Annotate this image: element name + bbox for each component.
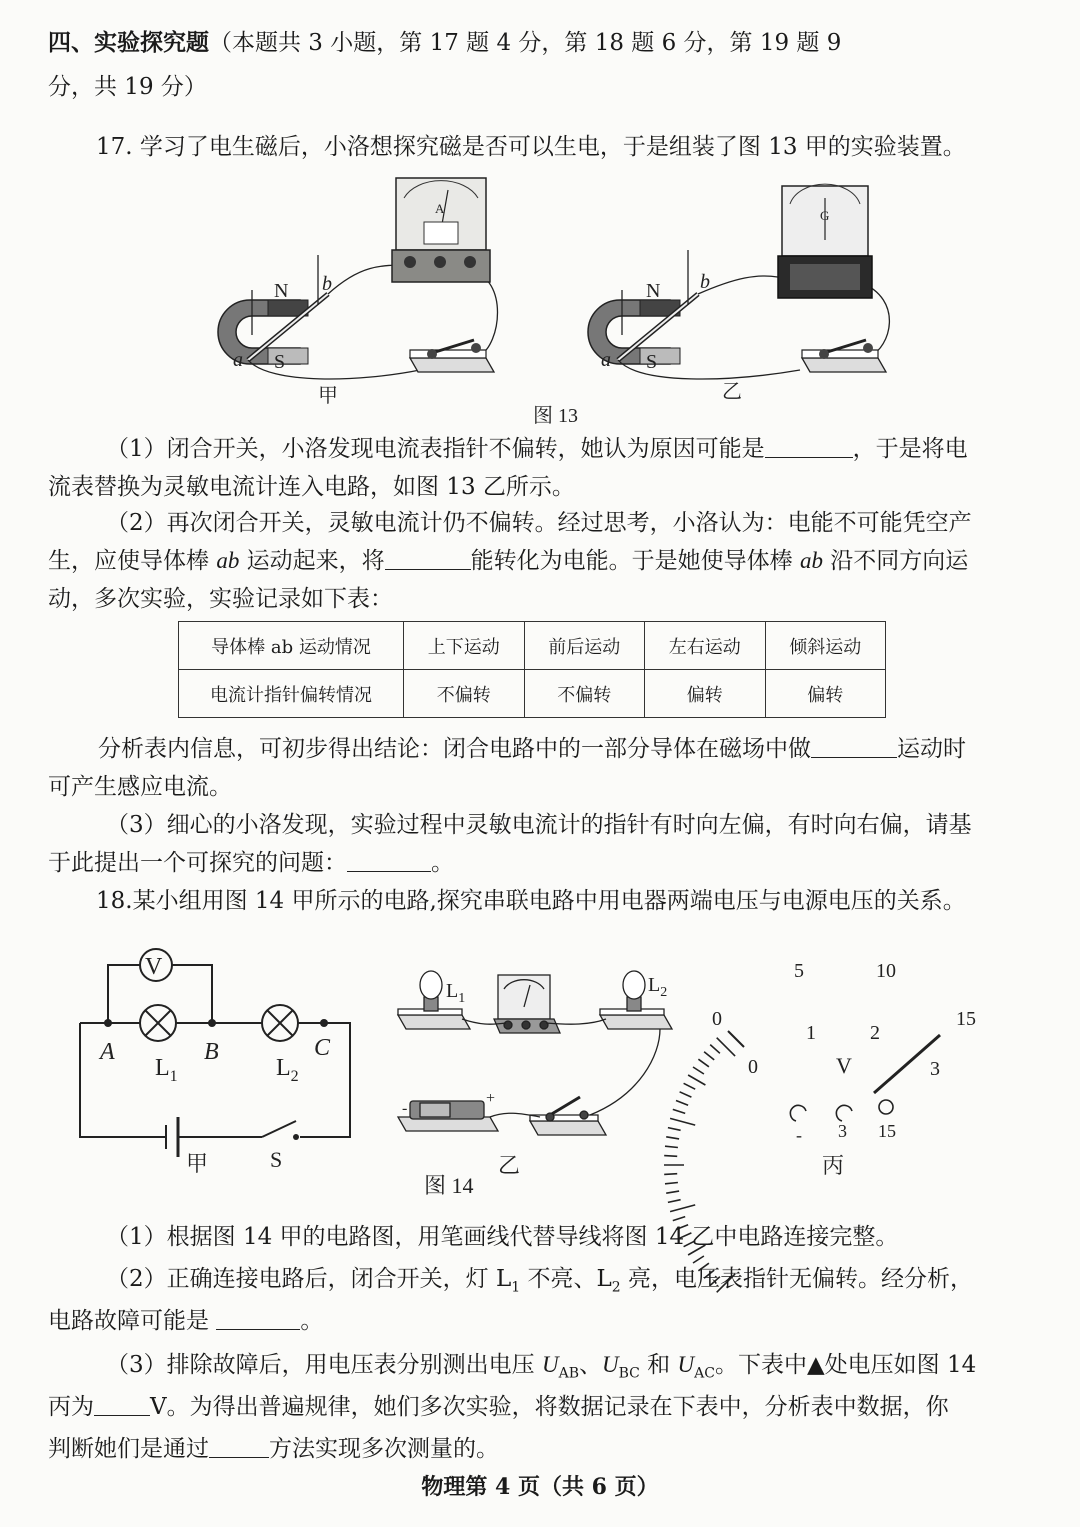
end-a-yi: a xyxy=(601,349,611,371)
q17-part2: （2）再次闭合开关，灵敏电流计仍不偏转。经过思考，小洛认为：电能不可能凭空产 xyxy=(106,510,972,536)
node-a-label: A xyxy=(100,1039,115,1065)
lamp-l2-holder xyxy=(600,1015,672,1029)
scale-tick xyxy=(680,1092,692,1097)
fig13-caption: 图 13 xyxy=(533,405,578,427)
q18-part3-line2: 丙为 V。为得出普遍规律，她们多次实验，将数据记录在下表中，分析表中数据，你 xyxy=(48,1388,1032,1426)
scale-tick xyxy=(704,1052,714,1060)
q17-analysis: 分析表内信息，可初步得出结论：闭合电路中的一部分导体在磁场中做 运动时 xyxy=(98,730,1032,768)
q17-part2-line3: 动，多次实验，实验记录如下表： xyxy=(48,586,393,612)
table-cell: 上下运动 xyxy=(404,622,525,670)
q18-part3: （3）排除故障后，用电压表分别测出电压 $U_{AB}$、$U_{BC}$ 和 $U_{AC}$。下表中▲处电压如图 14 xyxy=(106,1352,977,1382)
meter-terminals xyxy=(790,1100,893,1121)
scale-tick xyxy=(676,1101,688,1106)
scale-tick xyxy=(664,1174,677,1175)
switch-yi xyxy=(802,358,886,372)
scale-tick xyxy=(668,1200,681,1203)
switch-jia xyxy=(410,358,494,372)
figure-14 xyxy=(0,935,1080,1210)
scale-tick xyxy=(665,1183,678,1184)
figure-13-yi xyxy=(588,184,889,379)
table-cell: 左右运动 xyxy=(645,622,766,670)
end-b-jia: b xyxy=(322,273,332,295)
terminal-minus: - xyxy=(796,1125,802,1145)
table-cell: 导体棒 ab 运动情况 xyxy=(179,622,404,670)
table-cell: 偏转 xyxy=(645,670,766,718)
battery-plus-label: + xyxy=(486,1090,496,1107)
pole-s-jia: S xyxy=(274,351,286,373)
q17-part1: （1）闭合开关，小洛发现电流表指针不偏转，她认为原因可能是 ，于是将电 xyxy=(48,430,1032,468)
section-note: （本题共 3 小题，第 17 题 4 分，第 18 题 6 分，第 19 题 9 xyxy=(209,30,842,56)
scale-tick xyxy=(664,1156,677,1157)
voltmeter-v-label: V xyxy=(145,954,163,980)
scale-tick xyxy=(668,1128,681,1131)
ammeter-symbol: A xyxy=(435,201,445,216)
scale-top-10: 10 xyxy=(876,960,896,982)
q18-part2-cont: 电路故障可能是 。 xyxy=(48,1302,1032,1340)
pole-n-yi: N xyxy=(646,280,661,302)
end-b-yi: b xyxy=(700,271,710,293)
table-cell: 不偏转 xyxy=(404,670,525,718)
scale-tick xyxy=(710,1045,720,1054)
answer-blank-q18-2[interactable] xyxy=(216,1305,300,1330)
meter-unit-label: V xyxy=(836,1053,852,1078)
scale-top-15: 15 xyxy=(956,1008,976,1030)
table-row xyxy=(179,622,886,670)
answer-blank-q17-3[interactable] xyxy=(811,733,897,758)
terminal-3: 3 xyxy=(838,1121,847,1141)
battery-minus-label: - xyxy=(402,1100,408,1117)
voltmeter-device xyxy=(498,975,550,1019)
page-footer: 物理第 4 页（共 6 页） xyxy=(421,1474,659,1500)
figure-13 xyxy=(0,170,1080,430)
scale-tick xyxy=(666,1137,679,1139)
scale-tick xyxy=(673,1109,685,1113)
fig14-l2-label: $L_2$ xyxy=(648,974,668,1000)
q18-part1: （1）根据图 14 甲的电路图，用笔画线代替导线将图 14 乙中电路连接完整。 xyxy=(106,1224,899,1250)
scale-bottom-1: 1 xyxy=(806,1022,816,1044)
fig13-yi-label: 乙 xyxy=(722,381,742,403)
node-c-label: C xyxy=(314,1035,331,1061)
fig13-jia-label: 甲 xyxy=(318,385,338,407)
scale-tick xyxy=(698,1059,709,1067)
fig14-yi-label: 乙 xyxy=(498,1153,521,1178)
scale-tick xyxy=(665,1146,678,1147)
q18-stem: 18.某小组用图 14 甲所示的电路,探究串联电路中用电器两端电压与电源电压的关系。 xyxy=(96,888,966,914)
scale-tick xyxy=(670,1118,695,1125)
answer-blank-q18-3a[interactable] xyxy=(94,1391,150,1416)
end-a-jia: a xyxy=(233,349,243,371)
pole-n-jia: N xyxy=(274,280,289,302)
table-cell: 前后运动 xyxy=(524,622,645,670)
scale-tick xyxy=(666,1191,679,1193)
lamp-l1-label: $L_1$ xyxy=(155,1055,178,1085)
table-row xyxy=(179,670,886,718)
pole-s-yi: S xyxy=(646,351,658,373)
q17-stem: 17. 学习了电生磁后，小洛想探究磁是否可以生电，于是组装了图 13 甲的实验装置。 xyxy=(96,134,966,160)
section-note-cont: 分，共 19 分） xyxy=(48,74,207,100)
scale-bottom-2: 2 xyxy=(870,1022,880,1044)
figure-13-jia xyxy=(218,178,498,379)
lamp-l1-holder xyxy=(398,1015,470,1029)
table-cell: 偏转 xyxy=(765,670,886,718)
scale-tick xyxy=(693,1067,704,1074)
table-cell: 不偏转 xyxy=(524,670,645,718)
galvanometer-symbol: G xyxy=(820,208,830,223)
section-header xyxy=(48,24,1032,62)
q17-part3: （3）细心的小洛发现，实验过程中灵敏电流计的指针有时向左偏，有时向右偏，请基 xyxy=(106,812,972,838)
q17-part3-cont: 于此提出一个可探究的问题： 。 xyxy=(48,844,1032,882)
q17-analysis-cont: 可产生感应电流。 xyxy=(48,774,232,800)
fig14-caption: 图 14 xyxy=(424,1173,474,1198)
physical-circuit-yi xyxy=(398,971,672,1135)
q17-part2-line2: 生，应使导体棒 ab 运动起来，将 能转化为电能。于是她使导体棒 ab 沿不同方向运 xyxy=(48,542,1032,580)
scale-bottom-3: 3 xyxy=(930,1058,940,1080)
fig14-bing-label: 丙 xyxy=(822,1153,845,1178)
scale-bottom-0: 0 xyxy=(748,1056,758,1078)
experiment-record-table xyxy=(178,621,886,718)
table-cell: 电流计指针偏转情况 xyxy=(179,670,404,718)
fig14-l1-label: $L_1$ xyxy=(446,980,466,1006)
q18-part3-line3: 判断她们是通过 方法实现多次测量的。 xyxy=(48,1430,1032,1468)
scale-tick xyxy=(670,1205,695,1212)
table-cell: 倾斜运动 xyxy=(765,622,886,670)
switch-device xyxy=(530,1121,606,1135)
scale-tick xyxy=(688,1075,705,1085)
scale-top-5: 5 xyxy=(794,960,804,982)
answer-blank-q17-4[interactable] xyxy=(347,847,431,872)
node-b-label: B xyxy=(204,1039,219,1065)
switch-s-label: S xyxy=(270,1147,283,1172)
answer-blank-q17-2[interactable] xyxy=(385,545,471,570)
scale-top-0: 0 xyxy=(712,1008,722,1030)
scale-tick xyxy=(684,1083,696,1089)
terminal-15: 15 xyxy=(878,1121,896,1141)
lamp-l2-label: $L_2$ xyxy=(276,1055,299,1085)
answer-blank-q18-3b[interactable] xyxy=(209,1433,269,1458)
q18-part2: （2）正确连接电路后，闭合开关，灯 $L_1$ 不亮、$L_2$ 亮，电压表指针无偏转。经分析， xyxy=(106,1266,973,1296)
fig14-jia-label: 甲 xyxy=(186,1151,209,1176)
answer-blank-q17-1[interactable] xyxy=(765,433,853,458)
q17-part1-cont: 流表替换为灵敏电流计连入电路，如图 13 乙所示。 xyxy=(48,474,575,500)
section-title: 四、实验探究题 xyxy=(48,29,209,56)
